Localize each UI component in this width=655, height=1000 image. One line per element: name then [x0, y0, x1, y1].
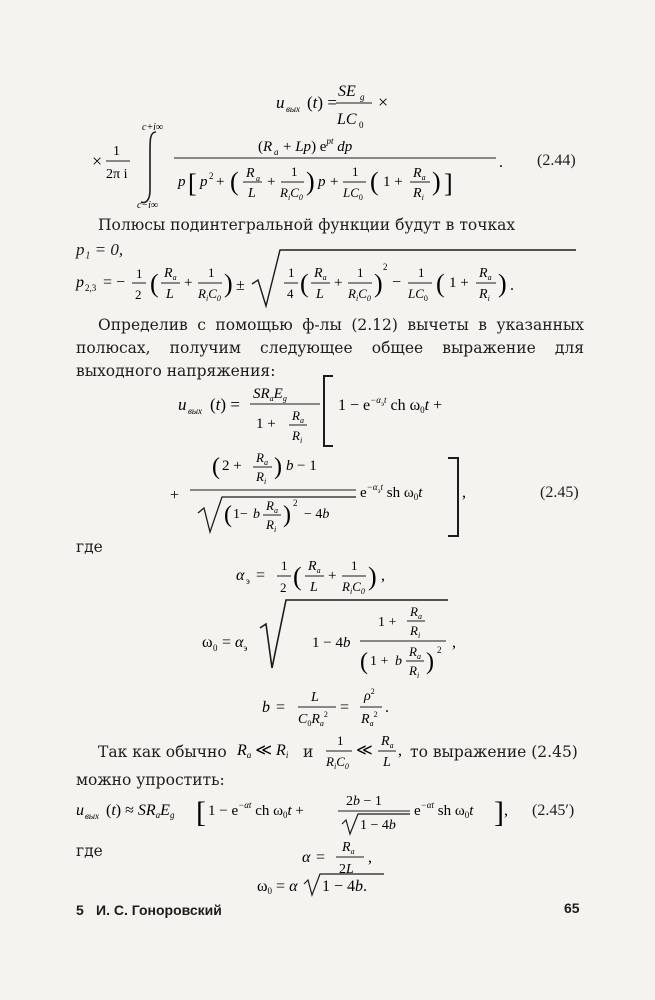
- simplify-text-c: можно упростить:: [76, 771, 225, 789]
- svg-text:α: α: [302, 849, 311, 866]
- svg-text:): ): [274, 454, 282, 480]
- svg-text:+: +: [267, 174, 276, 190]
- svg-text:RiC0: $R_iC_0$: [342, 579, 365, 596]
- svg-text:u: u: [178, 395, 187, 414]
- svg-text:(: (: [370, 167, 379, 196]
- svg-text:1: 1: [418, 265, 425, 280]
- svg-text:2: 2: [280, 580, 287, 595]
- svg-text:(: (: [436, 269, 445, 298]
- svg-text:1: 1: [288, 265, 295, 280]
- where-label-1: где: [76, 538, 103, 556]
- poles-intro-text: Полюсы подинтегральной функции будут в точках: [98, 216, 516, 234]
- svg-text:RiC0: $R_iC_0$: [348, 286, 371, 303]
- omega-0-formula: [202, 600, 456, 680]
- svg-text:u: u: [76, 802, 84, 819]
- svg-text:]: ]: [494, 796, 504, 829]
- eq-2-44-line1: [276, 83, 388, 130]
- svg-text:1 − e−αt ch ω0t +: $1 - e^{-\alpha t}$ ch $\omega_0t$ +: [208, 800, 304, 820]
- svg-text:1: 1: [352, 164, 359, 179]
- svg-text:Ra: $R_a$: [308, 559, 321, 575]
- svg-text:1: 1: [351, 558, 358, 573]
- svg-text:2 +: 2 +: [222, 458, 242, 474]
- svg-text:вых: вых: [286, 104, 300, 114]
- svg-text:(t) =: (t) =: [210, 395, 240, 414]
- svg-text:ω0 = α: ω0 = α: [257, 878, 298, 896]
- svg-text:): ): [498, 269, 507, 298]
- svg-text:1: 1: [136, 266, 143, 281]
- svg-text:2: 2: [383, 262, 388, 272]
- eq-2-45p-number: (2.45′): [532, 802, 575, 819]
- svg-text:2: 2: [135, 287, 142, 302]
- svg-text:1 − 4b: 1 − 4b: [360, 818, 396, 833]
- svg-text:1: 1: [281, 558, 288, 573]
- alpha-formula: [302, 840, 372, 877]
- svg-text:1 − 4b.: 1 − 4b.: [322, 878, 368, 895]
- svg-text:Ri: $R_i$: [479, 287, 490, 303]
- svg-text:SRaEg: $SR_aE_g$: [253, 386, 287, 403]
- svg-text:2: 2: [437, 645, 442, 655]
- svg-text:b: b: [262, 699, 270, 716]
- svg-text:±: ±: [236, 277, 245, 294]
- svg-text:C0Ra2: $C_0R_a^2$: [298, 710, 328, 728]
- svg-text:): ): [368, 562, 377, 591]
- svg-text:0: 0: [213, 643, 218, 653]
- svg-text:2: 2: [209, 171, 214, 181]
- svg-text:1 +: 1 +: [383, 174, 403, 190]
- eq-2-45p-formula: [76, 794, 508, 834]
- svg-text:e−αt sh ω0t: $e^{-\alpha t}$ sh $\omega_0t$: [414, 800, 474, 820]
- svg-text:L: L: [310, 580, 318, 595]
- svg-text:,: ,: [368, 849, 372, 866]
- svg-text:Ra: $R_a$: [409, 644, 421, 661]
- simplify-and: и: [303, 743, 314, 761]
- svg-text:.: .: [385, 699, 389, 716]
- omega-0-simple-formula: [257, 874, 384, 896]
- where-label-2: где: [76, 842, 103, 860]
- svg-text:×: ×: [92, 151, 103, 171]
- svg-text:a: a: [274, 147, 279, 157]
- svg-text:1 − 4b: 1 − 4b: [312, 635, 351, 651]
- pole-23-formula: [75, 250, 576, 306]
- svg-text:1 +: 1 +: [370, 654, 389, 669]
- svg-text:,: ,: [462, 484, 466, 501]
- svg-text:a: a: [256, 174, 260, 183]
- svg-text:[: [: [188, 169, 197, 198]
- svg-text:Ra: $R_a$: [410, 604, 422, 621]
- pole-1-formula: p₁ = 0,: [76, 240, 124, 259]
- svg-text:Ri: $R_i$: [413, 186, 424, 202]
- svg-text:,: ,: [381, 567, 385, 584]
- svg-text:p: p: [200, 174, 208, 190]
- svg-text:+ Lp) ept dp: + Lp) $e^{pt}$ dp: [283, 136, 353, 155]
- svg-text:ω: ω: [202, 634, 213, 651]
- svg-text:+: +: [334, 275, 343, 291]
- svg-text:Ri: $R_i$: [409, 663, 420, 680]
- svg-text:L: L: [316, 287, 324, 302]
- svg-text:− 1: − 1: [297, 458, 317, 474]
- svg-text:p: p: [178, 174, 186, 190]
- simplify-text-a: Так как обычно: [98, 743, 227, 761]
- svg-text:+: +: [330, 174, 339, 190]
- svg-text:): ): [306, 167, 315, 196]
- svg-text:4: 4: [287, 286, 294, 301]
- svg-text:2: 2: [293, 498, 298, 508]
- eq-2-45-number: (2.45): [540, 484, 579, 501]
- svg-text:RiC0: $R_iC_0$: [198, 286, 221, 303]
- svg-text:(t) ≈ SRaEg: (t) ≈ SRaEg: [106, 802, 175, 820]
- svg-text:2L: 2L: [339, 862, 354, 877]
- svg-text:=: =: [340, 699, 350, 716]
- svg-text:Ri: $R_i$: [266, 517, 277, 534]
- svg-text:Ra: $R_a$: [256, 450, 268, 467]
- svg-text:Ra: $R_a$: [413, 166, 426, 182]
- svg-text:1 +: 1 +: [378, 615, 397, 630]
- svg-text:,: ,: [452, 634, 456, 651]
- svg-text:+: +: [184, 275, 193, 291]
- svg-text:SE: SE: [338, 83, 356, 100]
- svg-text:1: 1: [208, 265, 215, 280]
- svg-text:0: 0: [359, 120, 364, 130]
- svg-text:−: −: [392, 274, 402, 291]
- svg-text:×: ×: [378, 92, 389, 112]
- svg-text:+: +: [328, 568, 337, 584]
- svg-text:= −: = −: [103, 274, 126, 291]
- page-number: 65: [564, 900, 580, 916]
- svg-text:(: (: [360, 649, 368, 675]
- svg-text:1 +: 1 +: [256, 416, 276, 432]
- svg-text:= αэ: = $\alpha_э$: [222, 634, 248, 653]
- svg-text:Ri: $R_i$: [256, 469, 267, 486]
- svg-text:c−i∞: c−i∞: [137, 200, 159, 211]
- svg-text:α: α: [236, 567, 245, 584]
- alpha-e-formula: [236, 558, 385, 596]
- eq-2-45-formula: [170, 376, 466, 536]
- svg-text:2π i: 2π i: [106, 167, 128, 182]
- svg-text:): ): [432, 167, 441, 196]
- svg-text:c+i∞: c+i∞: [142, 122, 164, 133]
- svg-text:1: 1: [291, 164, 298, 179]
- svg-text:): ): [374, 269, 383, 298]
- svg-text:RiC0: $R_iC_0$: [280, 185, 303, 202]
- svg-text:(: (: [230, 167, 239, 196]
- svg-text:вых: вых: [85, 811, 99, 821]
- svg-text:Ri: $R_i$: [410, 623, 421, 640]
- eq-2-44-number: (2.44): [537, 152, 576, 169]
- svg-text:L: L: [311, 690, 319, 705]
- svg-text:L: L: [248, 186, 256, 201]
- svg-text:,: ,: [398, 742, 402, 759]
- svg-text:R: R: [246, 166, 255, 181]
- simplify-text-b: то выражение (2.45): [410, 743, 578, 761]
- svg-text:): ): [426, 649, 434, 675]
- svg-text:LC: LC: [337, 111, 357, 128]
- svg-text:=: =: [316, 849, 326, 866]
- svg-text:=: =: [256, 567, 266, 584]
- svg-text:≪: ≪: [356, 742, 373, 759]
- svg-text:(: (: [212, 454, 220, 480]
- svg-text:g: g: [360, 92, 365, 102]
- svg-text:p: p: [76, 274, 84, 291]
- svg-text:1: 1: [357, 265, 364, 280]
- svg-text:): ): [283, 502, 291, 528]
- svg-text:,: ,: [504, 802, 508, 819]
- svg-text:Ra2: $R_a^2$: [361, 710, 378, 728]
- svg-text:+: +: [216, 174, 225, 190]
- svg-text:(: (: [224, 502, 232, 528]
- svg-text:L: L: [383, 755, 391, 770]
- svg-text:LC0: $LC_0$: [408, 286, 428, 303]
- footer-signature: 5: [76, 902, 84, 918]
- residues-paragraph: Определив с помощью ф-лы (2.12) вычеты в указанных полюсах, получим следующее общее выражение для выходного напряжения:: [76, 316, 584, 380]
- svg-text:э: э: [246, 576, 250, 586]
- svg-text:Ra: $R_a$: [381, 734, 394, 750]
- svg-text:[: [: [196, 796, 206, 829]
- svg-text:L: L: [166, 287, 174, 302]
- svg-text:=: =: [276, 699, 286, 716]
- svg-text:вых: вых: [188, 406, 202, 416]
- svg-text:Ra: $R_a$: [342, 840, 355, 856]
- svg-text:p: p: [318, 174, 326, 190]
- svg-text:b: b: [395, 654, 402, 669]
- svg-text:ρ2: $\rho^2$: [364, 687, 375, 704]
- b-definition-formula: [262, 687, 389, 728]
- svg-text:.: .: [510, 277, 514, 294]
- svg-text:1: 1: [337, 733, 344, 748]
- svg-text:Ra: $R_a$: [266, 498, 278, 515]
- footer-author: И. С. Гоноровский: [96, 902, 222, 918]
- svg-text:1 +: 1 +: [449, 275, 469, 291]
- svg-text:1: 1: [113, 144, 120, 159]
- svg-text:Ra ≪ Ri: Ra ≪ Ri: [237, 742, 289, 760]
- simplify-conditions: [236, 733, 402, 771]
- svg-text:2b − 1: 2b − 1: [346, 794, 382, 809]
- svg-text:e−αэt sh ω0t: $e^{-\alpha}_э^t$ sh $\omega_0t$: [360, 482, 423, 502]
- svg-text:Ra: $R_a$: [314, 266, 327, 282]
- svg-text:(t) =: (t) =: [307, 93, 337, 112]
- svg-text:RiC0: $R_iC_0$: [326, 754, 349, 771]
- svg-text:1−: 1−: [233, 507, 248, 522]
- svg-text:(: (: [300, 269, 309, 298]
- svg-text:Ri: $R_i$: [292, 428, 303, 445]
- svg-text:2,3: 2,3: [85, 283, 97, 293]
- svg-text:.: .: [499, 154, 503, 171]
- svg-text:Ra: $R_a$: [479, 266, 492, 282]
- svg-text:(: (: [293, 562, 302, 591]
- svg-text:LC0: $LC_0$: [343, 185, 363, 202]
- svg-text:): ): [224, 269, 233, 298]
- svg-text:+: +: [170, 487, 180, 504]
- svg-text:− 4b: − 4b: [304, 507, 330, 522]
- svg-text:u: u: [276, 93, 285, 112]
- svg-text:]: ]: [444, 169, 453, 198]
- svg-text:1 − e−αэt ch ω0t +: $1 - e^{-\alpha}эt$ ch ω0t +: [338, 395, 443, 415]
- svg-text:b: b: [286, 458, 294, 474]
- svg-text:Ra: $R_a$: [292, 408, 304, 425]
- eq-2-44-line2: [92, 122, 503, 211]
- svg-text:Ra: $R_a$: [164, 266, 177, 282]
- svg-text:(: (: [150, 269, 159, 298]
- svg-text:b: b: [253, 507, 260, 522]
- svg-text:(R: (R: [258, 139, 273, 155]
